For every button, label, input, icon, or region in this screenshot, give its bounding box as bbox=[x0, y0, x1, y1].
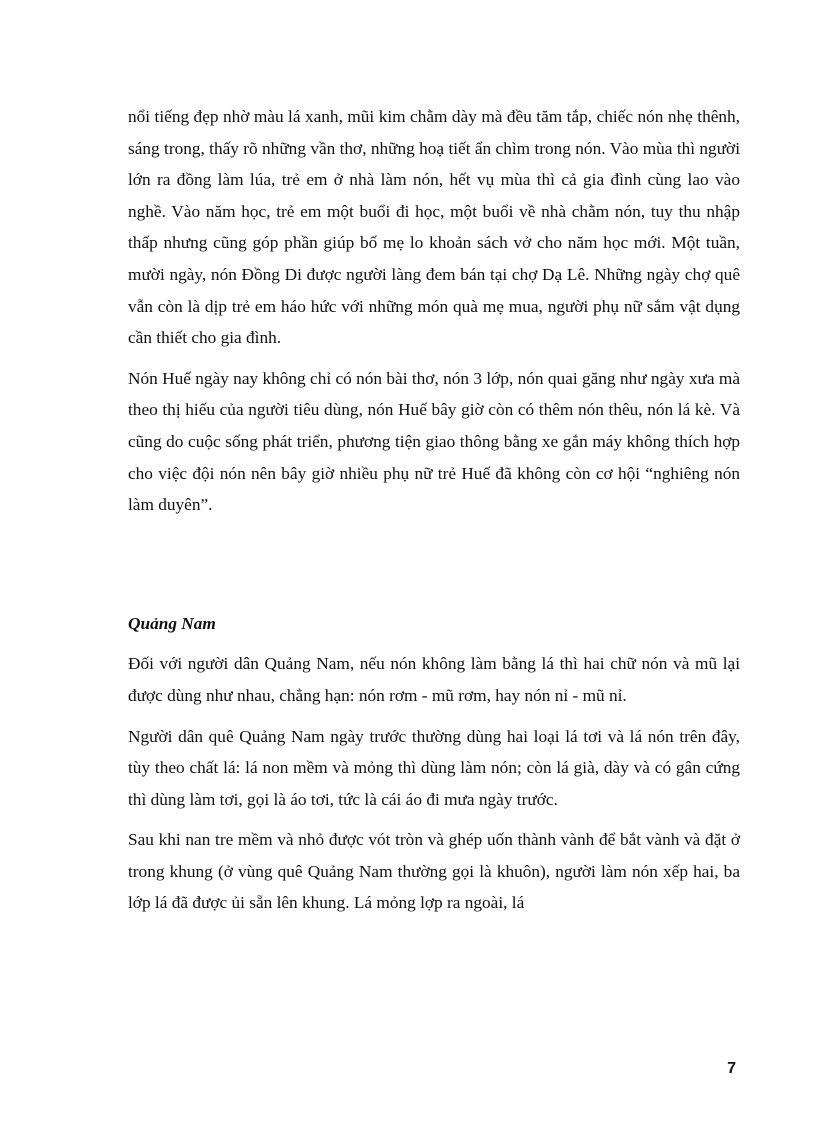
body-paragraph: Nón Huế ngày nay không chỉ có nón bài thơ, nón 3 lớp, nón quai găng như ngày xưa mà theo thị hiếu của người tiêu dùng, nón Huế bây giờ còn có thêm nón thêu, nón lá kè. Và cũng do cuộc sống phát triển, phương tiện giao thông bằng xe gắn máy không thích hợp cho việc đội nón nên bây giờ nhiều phụ nữ trẻ Huế đã không còn cơ hội “nghiêng nón làm duyên”. bbox=[128, 368, 740, 515]
page-body bbox=[128, 101, 740, 928]
body-paragraph: Đối với người dân Quảng Nam, nếu nón không làm bằng lá thì hai chữ nón và mũ lại được dùng như nhau, chẳng hạn: nón rơm - mũ rơm, hay nón nỉ - mũ nỉ. bbox=[128, 654, 740, 705]
section-heading: Quảng Nam bbox=[128, 613, 216, 633]
body-paragraph: Sau khi nan tre mềm và nhỏ được vót tròn và ghép uốn thành vành để bắt vành và đặt ở trong khung (ở vùng quê Quảng Nam thường gọi là khuôn), người làm nón xếp hai, ba lớp lá đã được ủi sẵn lên khung. Lá mỏng lợp ra ngoài, lá bbox=[128, 830, 740, 913]
body-paragraph: nổi tiếng đẹp nhờ màu lá xanh, mũi kim chằm dày mà đều tăm tắp, chiếc nón nhẹ thênh, sáng trong, thấy rõ những vần thơ, những hoạ tiết ẩn chìm trong nón. Vào mùa thì người lớn ra đồng làm lúa, trẻ em ở nhà làm nón, hết vụ mùa thì cả gia đình cùng lao vào nghề. Vào năm học, trẻ em một buổi đi học, một buổi về nhà chằm nón, tuy thu nhập thấp nhưng cũng góp phần giúp bố mẹ lo khoản sách vở cho năm học mới. Một tuần, mười ngày, nón Đồng Di được người làng đem bán tại chợ Dạ Lê. Những ngày chợ quê vẫn còn là dịp trẻ em háo hức với những món quà mẹ mua, người phụ nữ sắm vật dụng cần thiết cho gia đình. bbox=[128, 107, 740, 348]
body-paragraph: Người dân quê Quảng Nam ngày trước thường dùng hai loại lá tơi và lá nón trên đây, tùy theo chất lá: lá non mềm và mỏng thì dùng làm nón; còn lá già, dày và có gân cứng thì dùng làm tơi, gọi là áo tơi, tức là cái áo đi mưa ngày trước. bbox=[128, 726, 740, 809]
section-spacer bbox=[128, 530, 740, 608]
page-number: 7 bbox=[727, 1060, 736, 1077]
